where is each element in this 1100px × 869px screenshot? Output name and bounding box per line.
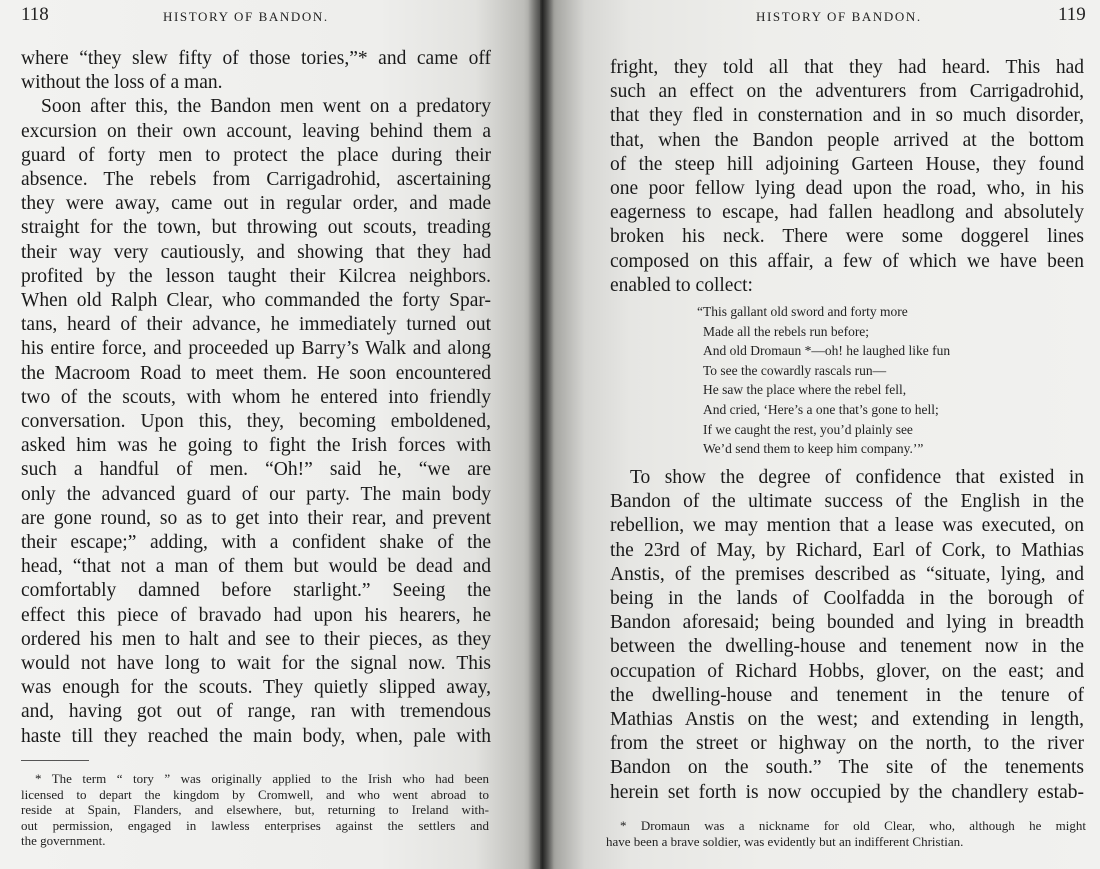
footnote-line: * Dromaun was a nickname for old Clear, who, although he might xyxy=(620,818,1086,833)
book-gutter-shadow xyxy=(528,0,554,869)
text-line: effect this piece of bravado had upon his hearers, he xyxy=(21,604,491,626)
footnote-line: licensed to depart the kingdom by Cromwell, and who went abroad to xyxy=(21,786,489,802)
text-line: haste till they reached the main body, when, pale with xyxy=(21,725,491,747)
text-line: fright, they told all that they had heard. This had xyxy=(610,57,1084,78)
text-line: rebellion, we may mention that a lease was executed, on xyxy=(610,515,1084,537)
text-line: such an effect on the adventurers from Carrigadrohid, xyxy=(610,81,1084,103)
text-line: tans, heard of their advance, he immediately turned out xyxy=(21,314,491,336)
verse-line: “This gallant old sword and forty more xyxy=(697,304,908,319)
text-line: his entire force, and proceeded up Barry’s Walk and along xyxy=(21,338,491,360)
text-line: that, when the Bandon people arrived at the bottom xyxy=(610,129,1084,151)
verse-line: Made all the rebels run before; xyxy=(703,323,870,339)
running-head: HISTORY OF BANDON. xyxy=(163,9,329,24)
footnote-line: have been a brave soldier, was evidently but an indifferent Christian. xyxy=(606,833,964,849)
text-line: that they fled in consternation and in so much disorder, xyxy=(610,105,1084,127)
text-line: ordered his men to halt and see to their pieces, as they xyxy=(21,628,491,650)
text-line: the dwelling-house and tenement in the tenure of xyxy=(610,684,1084,706)
text-line: occupation of Richard Hobbs, glover, on the east; and xyxy=(610,660,1084,682)
text-line: between the dwelling-house and tenement now in the xyxy=(610,636,1084,658)
text-line: herein set forth is now occupied by the chandlery estab- xyxy=(610,781,1084,803)
page-number: 118 xyxy=(21,4,49,25)
text-line: Bandon on the south.” The site of the tenements xyxy=(610,757,1084,779)
text-line: Bandon aforesaid; being bounded and lying in breadth xyxy=(610,612,1084,634)
body-text-top xyxy=(610,56,1084,298)
text-line: and, having got out of range, ran with tremendous xyxy=(21,701,491,723)
text-line: their escape;” adding, with a confident shake of the xyxy=(21,532,491,554)
footnote xyxy=(606,818,1086,849)
text-line: where “they slew fifty of those tories,”* and came off xyxy=(21,48,491,69)
text-line: only the advanced guard of our party. The main body xyxy=(21,483,491,505)
text-line: one poor fellow lying dead upon the road, who, in his xyxy=(610,178,1084,200)
page-number: 119 xyxy=(1058,4,1086,25)
text-line: two of the scouts, with whom he entered into friendly xyxy=(21,386,491,408)
text-line: To show the degree of confidence that existed in xyxy=(630,467,1084,488)
text-line: excursion on their own account, leaving behind them a xyxy=(21,120,491,142)
text-line: their way very cautiously, and showing that they had xyxy=(21,241,491,263)
right-page xyxy=(540,0,1100,869)
text-line: of the steep hill adjoining Garteen House, they found xyxy=(610,153,1084,175)
text-line: broken his neck. There were some doggerel lines xyxy=(610,226,1084,248)
text-line: absence. The rebels from Carrigadrohid, ascertaining xyxy=(21,169,491,191)
text-line: eagerness to escape, had fallen headlong and absolutely xyxy=(610,202,1084,224)
text-line: guard of forty men to protect the place during their xyxy=(21,144,491,166)
footnote-rule xyxy=(21,760,89,761)
text-line: Anstis, of the premises described as “situate, lying, and xyxy=(610,563,1084,585)
verse-line: If we caught the rest, you’d plainly see xyxy=(703,421,913,437)
running-head: HISTORY OF BANDON. xyxy=(756,9,922,24)
text-line: would not have long to wait for the signal now. This xyxy=(21,653,491,675)
footnote-line: * The term “ tory ” was originally applied to the Irish who had been xyxy=(35,771,489,786)
verse-line: He saw the place where the rebel fell, xyxy=(703,382,907,398)
text-line: are gone round, so as to get into their rear, and prevent xyxy=(21,507,491,529)
verse-line: To see the cowardly rascals run— xyxy=(703,362,887,378)
footnote-line: reside at Spain, Flanders, and elsewhere, but, returning to Ireland with- xyxy=(21,802,489,818)
text-line: they were away, came out in regular order, and made xyxy=(21,193,491,215)
text-line: being in the lands of Coolfadda in the borough of xyxy=(610,588,1084,610)
footnote xyxy=(21,771,489,849)
text-line: When old Ralph Clear, who commanded the forty Spar- xyxy=(21,290,491,312)
text-line: Soon after this, the Bandon men went on a predatory xyxy=(41,96,491,118)
text-line: composed on this affair, a few of which we have been xyxy=(610,250,1084,272)
text-line: Mathias Anstis on the west; and extending in length, xyxy=(610,709,1084,731)
text-line: the Macroom Road to meet them. He soon encountered xyxy=(21,362,491,384)
footnote-line: out permission, engaged in lawless enterprises against the settlers and xyxy=(21,817,489,833)
text-line: the 23rd of May, by Richard, Earl of Cork, to Mathias xyxy=(610,539,1084,561)
text-line: such a handful of men. “Oh!” said he, “we are xyxy=(21,459,491,481)
text-line: head, “that not a man of them but would be dead and xyxy=(21,556,491,578)
verse-line: We’d send them to keep him company.’” xyxy=(703,441,924,457)
text-line: from the street or highway on the north, to the river xyxy=(610,733,1084,755)
body-text-bottom xyxy=(610,466,1084,805)
text-line: without the loss of a man. xyxy=(21,72,223,94)
text-line: was enough for the scouts. They quietly slipped away, xyxy=(21,677,491,699)
left-page xyxy=(0,0,540,869)
verse-line: And cried, ‘Here’s a one that’s gone to hell; xyxy=(703,401,939,417)
verse-block xyxy=(697,302,950,459)
text-line: enabled to collect: xyxy=(610,274,753,296)
text-line: asked him was he going to fight the Irish forces with xyxy=(21,435,491,457)
text-line: straight for the town, but throwing out scouts, treading xyxy=(21,217,491,239)
body-text xyxy=(21,47,491,749)
text-line: profited by the lesson taught their Kilcrea neighbors. xyxy=(21,265,491,287)
text-line: conversation. Upon this, they, becoming emboldened, xyxy=(21,411,491,433)
footnote-line: the government. xyxy=(21,833,106,849)
text-line: Bandon of the ultimate success of the English in the xyxy=(610,491,1084,513)
text-line: comfortably damned before starlight.” Seeing the xyxy=(21,580,491,602)
verse-line: And old Dromaun *—oh! he laughed like fun xyxy=(703,343,951,359)
